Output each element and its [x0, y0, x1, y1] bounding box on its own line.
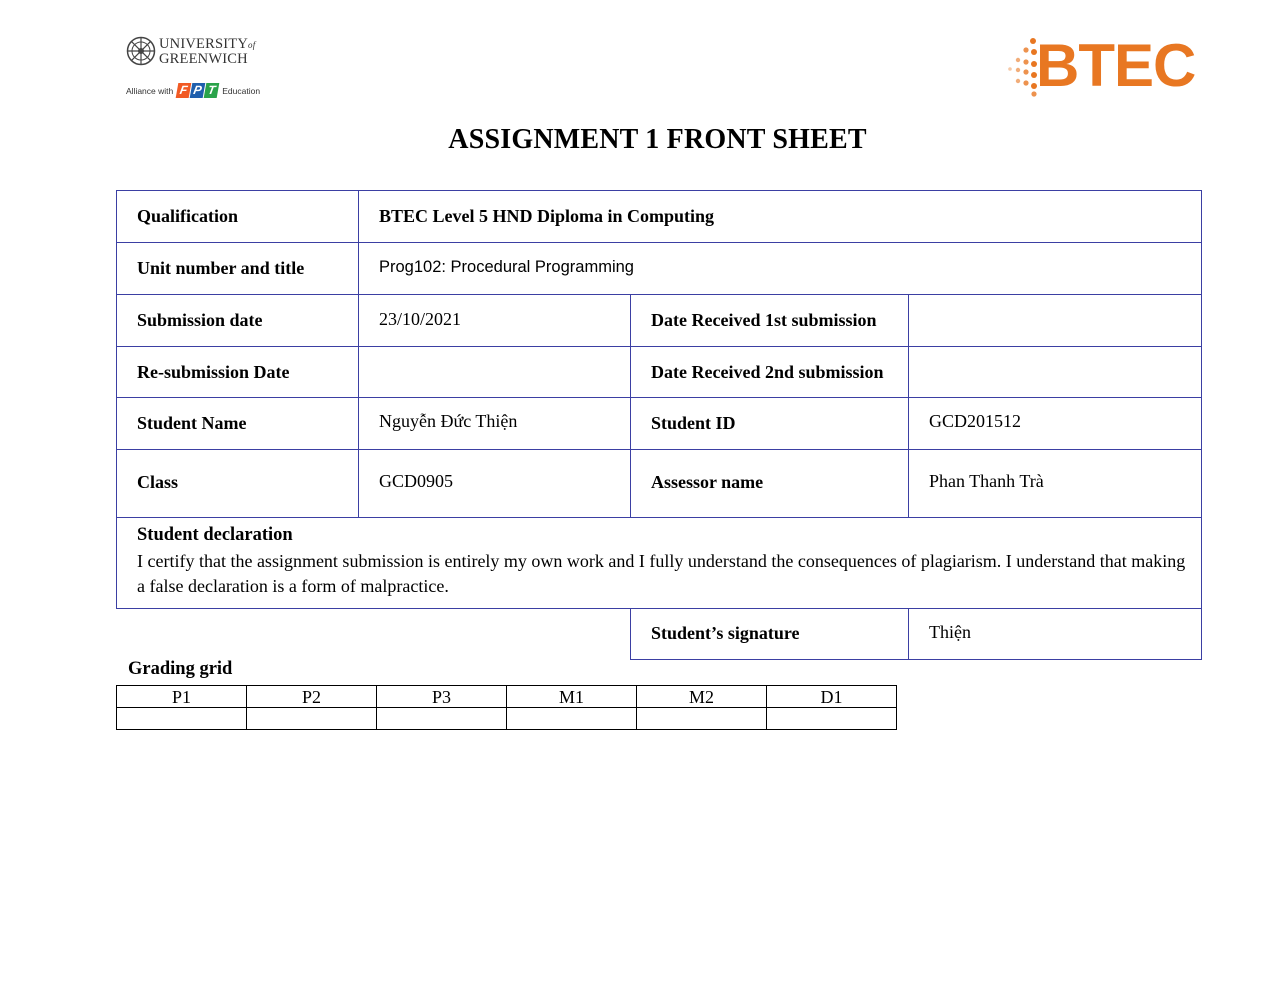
declaration-text: I certify that the assignment submission is entirely my own work and I fully understand the consequences of plagiarism. I understand that making a false declaration is a form of malpractice. [137, 551, 1186, 596]
submission-date-label-cell [116, 294, 359, 347]
resubmission-value-cell [358, 346, 631, 398]
submission-date-label: Submission date [137, 310, 263, 330]
student-id-value-cell [908, 397, 1202, 450]
student-name-value: Nguyễn Đức Thiện [379, 411, 518, 431]
fpt-logo: F P T [177, 83, 219, 98]
grading-grid [116, 685, 897, 730]
date-received-2-label-cell [630, 346, 909, 398]
qualification-label-cell [116, 190, 359, 243]
student-id-label-cell [630, 397, 909, 450]
assessor-label-cell [630, 449, 909, 518]
student-declaration-cell [116, 517, 1202, 609]
class-label-cell [116, 449, 359, 518]
student-name-label-cell [116, 397, 359, 450]
student-name-label: Student Name [137, 413, 247, 433]
grading-grid-label: Grading grid [128, 659, 233, 679]
signature-label-cell [630, 608, 909, 660]
student-id-label: Student ID [651, 413, 736, 433]
grade-header-p3: P3 [377, 686, 507, 708]
btec-logo: BTEC [1000, 36, 1200, 98]
university-of-greenwich-logo [126, 36, 266, 100]
unit-value-cell [358, 242, 1202, 295]
date-received-1-value-cell [908, 294, 1202, 347]
unit-label-cell [116, 242, 359, 295]
btec-dots-icon [1000, 36, 1040, 98]
unit-label: Unit number and title [137, 258, 305, 278]
grade-value-m1 [507, 708, 637, 730]
date-received-2-label: Date Received 2nd submission [651, 362, 884, 382]
greenwich-crest-icon [126, 36, 156, 66]
date-received-1-label-cell [630, 294, 909, 347]
qualification-label: Qualification [137, 206, 239, 226]
submission-date-value-cell [358, 294, 631, 347]
grade-header-p2: P2 [247, 686, 377, 708]
date-received-1-label: Date Received 1st submission [651, 310, 877, 330]
student-id-value: GCD201512 [929, 411, 1022, 431]
qualification-value: BTEC Level 5 HND Diploma in Computing [379, 206, 715, 226]
grade-header-m1: M1 [507, 686, 637, 708]
student-name-value-cell [358, 397, 631, 450]
assessor-value: Phan Thanh Trà [929, 471, 1044, 491]
class-value-cell [358, 449, 631, 518]
grade-header-d1: D1 [767, 686, 897, 708]
page-title: ASSIGNMENT 1 FRONT SHEET [448, 124, 867, 155]
resubmission-label-cell [116, 346, 359, 398]
submission-date-value: 23/10/2021 [379, 309, 462, 329]
grading-value-row [117, 708, 897, 730]
fpt-alliance: Alliance with F P T Education [126, 83, 261, 97]
signature-label: Student’s signature [651, 623, 800, 643]
grade-value-m2 [637, 708, 767, 730]
assessor-value-cell [908, 449, 1202, 518]
unit-value: Prog102: Procedural Programming [379, 258, 634, 276]
grade-value-p3 [377, 708, 507, 730]
class-label: Class [137, 472, 179, 492]
grade-header-p1: P1 [117, 686, 247, 708]
date-received-2-value-cell [908, 346, 1202, 398]
class-value: GCD0905 [379, 471, 454, 491]
grade-header-m2: M2 [637, 686, 767, 708]
resubmission-label: Re-submission Date [137, 362, 290, 382]
grading-header-row [117, 686, 897, 708]
declaration-heading: Student declaration [137, 525, 293, 545]
grade-value-p2 [247, 708, 377, 730]
assessor-label: Assessor name [651, 472, 764, 492]
signature-value: Thiện [929, 622, 971, 642]
signature-value-cell [908, 608, 1202, 660]
university-name: UNIVERSITYof GREENWICH [159, 36, 256, 67]
qualification-value-cell [358, 190, 1202, 243]
grade-value-p1 [117, 708, 247, 730]
grade-value-d1 [767, 708, 897, 730]
